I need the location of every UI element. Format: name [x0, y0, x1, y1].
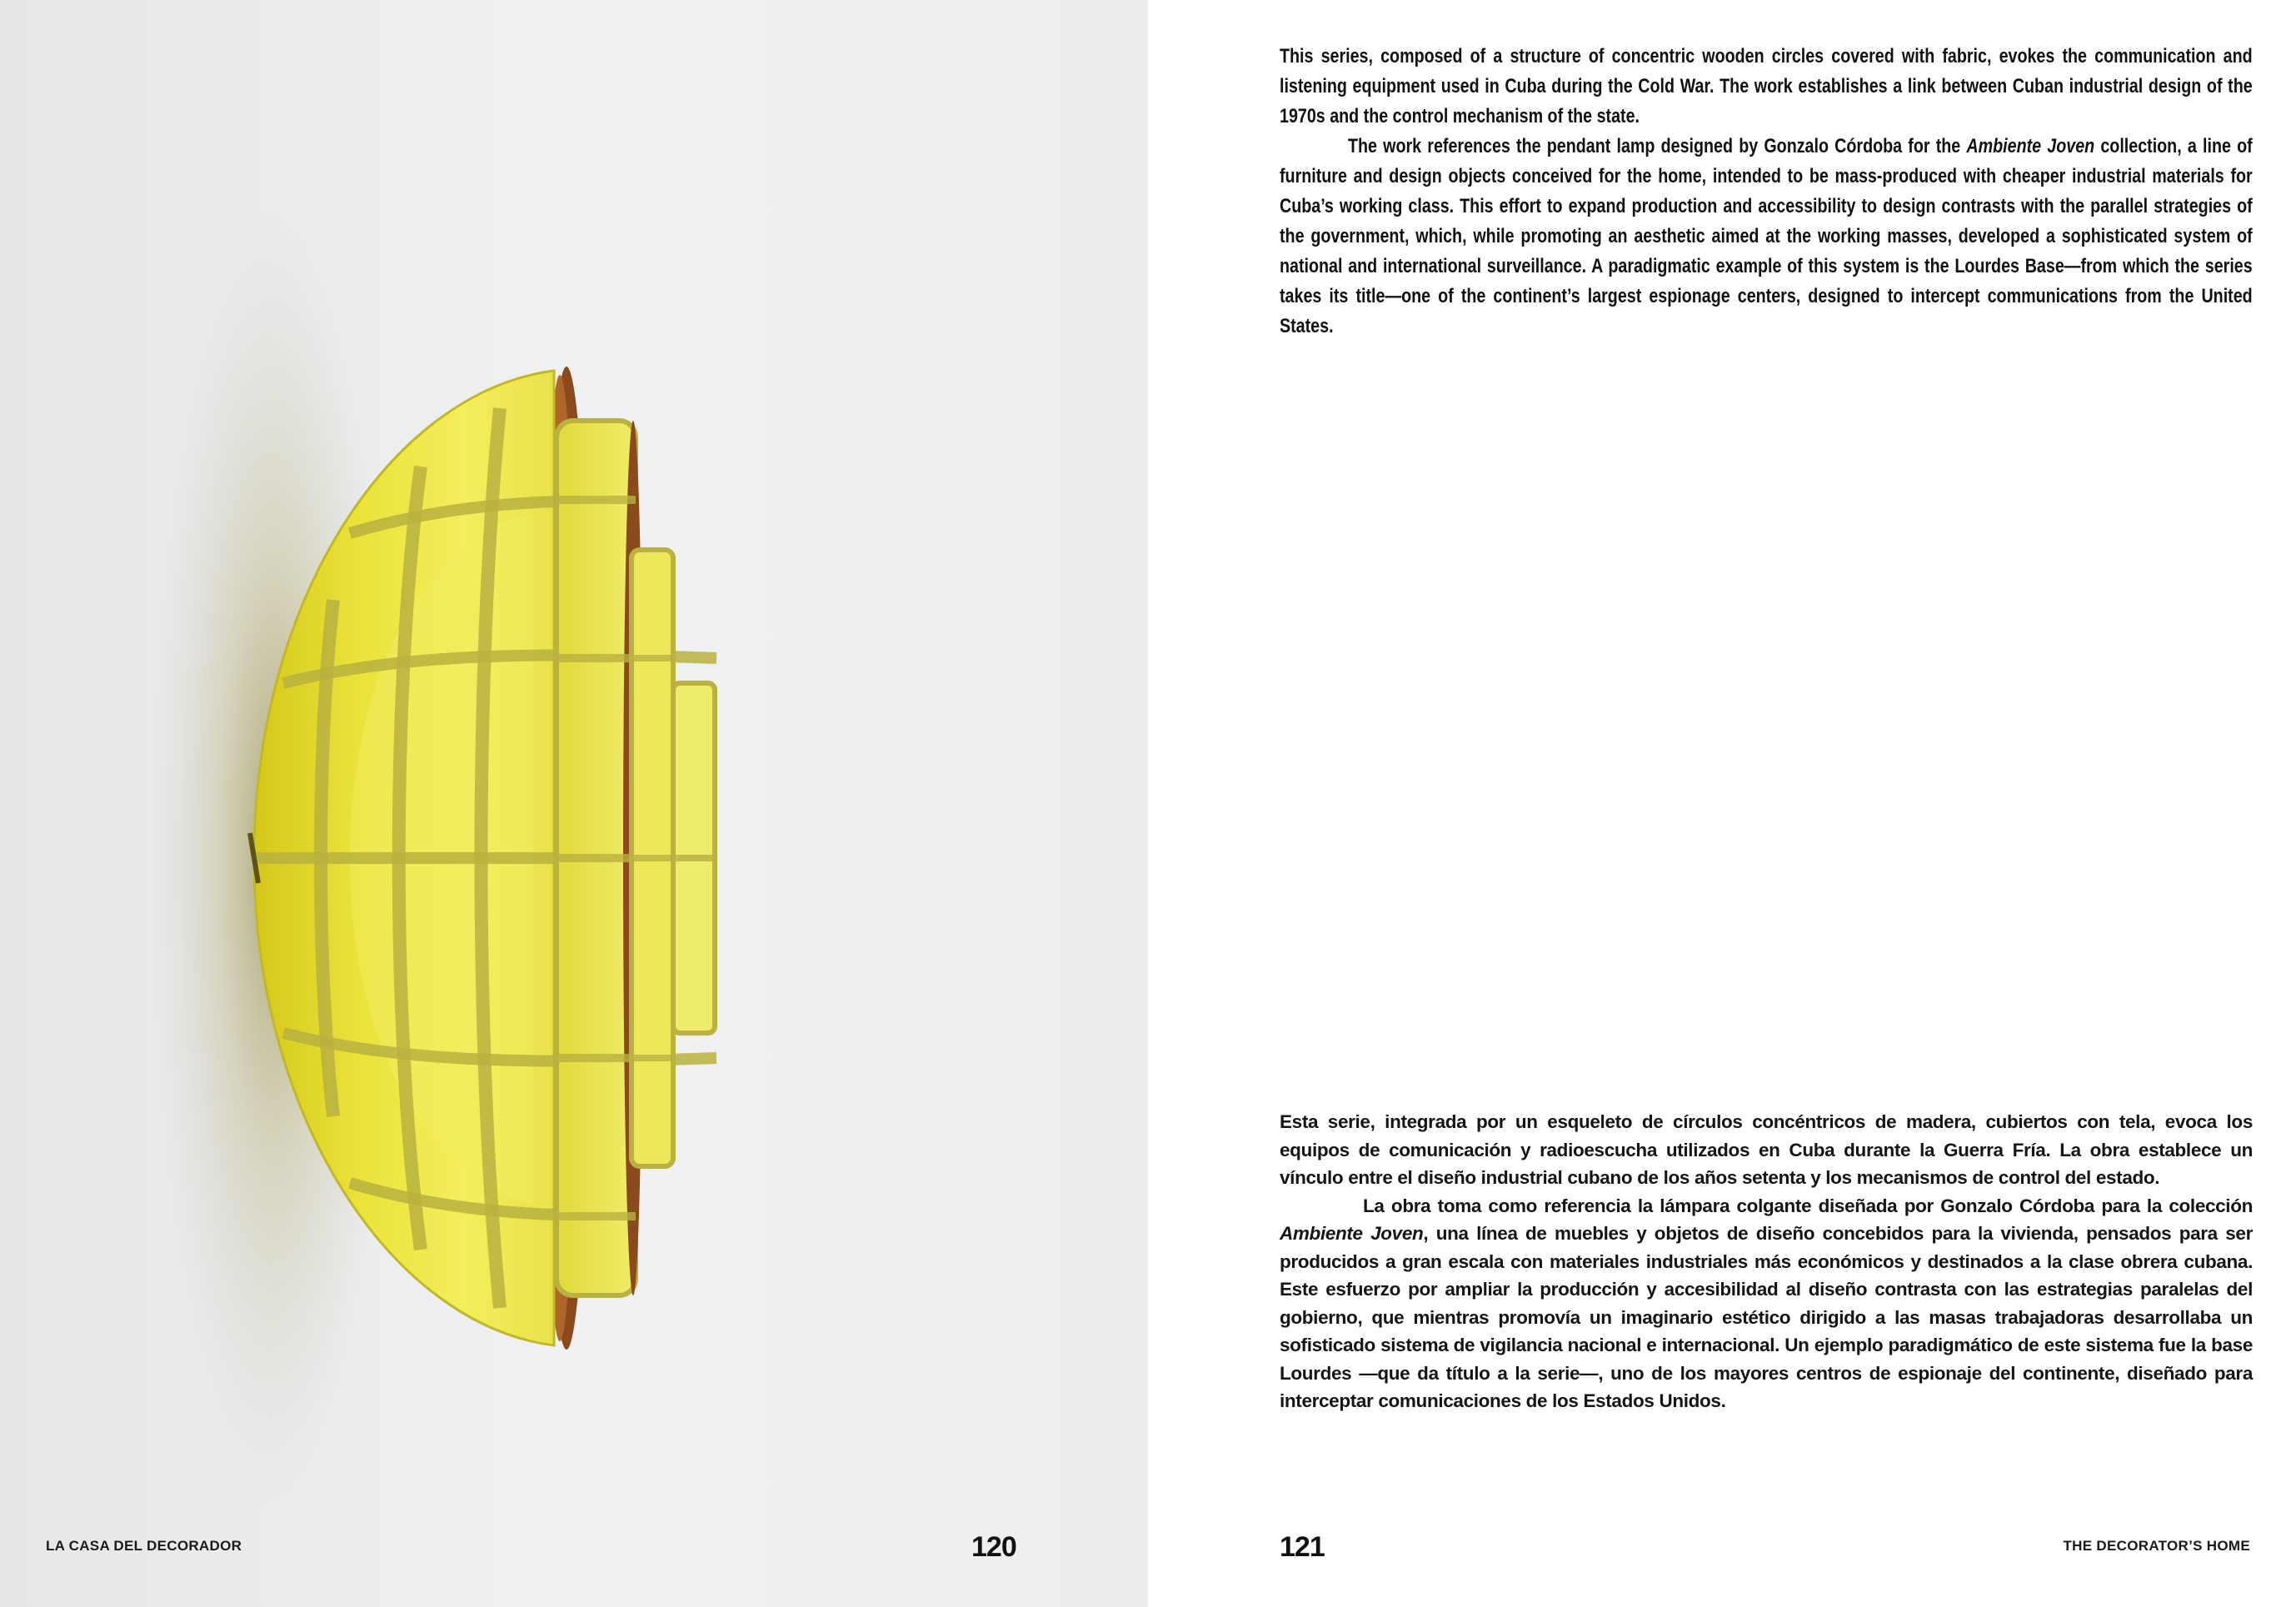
spanish-text-block	[1280, 1108, 2253, 1415]
spanish-paragraph-1: Esta serie, integrada por un esqueleto de círculos concéntricos de madera, cubiertos con tela, evoca los equipos de comunicación y radioescucha utilizados en Cuba durante la Guerra Fría. La obra establece un vínculo entre el diseño industrial cubano de los años setenta y los mecanismos de control del estado.	[1280, 1111, 2253, 1188]
english-text-block	[1280, 42, 2253, 342]
english-paragraph-2: The work references the pendant lamp designed by Gonzalo Córdoba for the Ambiente Joven collection, a line of furniture and design objects conceived for the home, intended to be mass-produced with cheaper industrial materials for Cuba’s working class. This effort to expand production and accessibility to design contrasts with the parallel strategies of the government, which, while promoting an aesthetic aimed at the working masses, developed a sophisticated system of national and international surveillance. A paradigmatic example of this system is the Lourdes Base—from which the series takes its title—one of the continent’s largest espionage centers, designed to intercept communications from the United States.	[1280, 135, 2253, 337]
page-number-left: 120	[971, 1531, 1016, 1563]
right-page	[1148, 0, 2296, 1607]
spanish-paragraph-2: La obra toma como referencia la lámpara colgante diseñada por Gonzalo Córdoba para la colección Ambiente Joven, una línea de muebles y objetos de diseño concebidos para la vivienda, pensados para ser producidos a gran escala con materiales industriales más económicos y destinados a la clase obrera cubana. Este esfuerzo por ampliar la producción y accesibilidad al diseño contrasta con las estrategias paralelas del gobierno, que mientras promovía un imaginario estético dirigido a las masas trabajadoras desarrollaba un sofisticado sistema de vigilancia nacional e internacional. Un ejemplo paradigmático de este sistema fue la base Lourdes —que da título a la serie—, uno de los mayores centros de espionaje del continente, diseñado para interceptar comunicaciones de los Estados Unidos.	[1280, 1195, 2253, 1411]
english-paragraph-1: This series, composed of a structure of concentric wooden circles covered with fabric, evokes the communication and listening equipment used in Cuba during the Cold War. The work establishes a link between Cuban industrial design of the 1970s and the control mechanism of the state.	[1280, 45, 2253, 127]
running-footer-left: LA CASA DEL DECORADOR	[46, 1538, 242, 1554]
running-footer-right: THE DECORATOR’S HOME	[2063, 1538, 2250, 1554]
page-number-right: 121	[1280, 1531, 1325, 1563]
